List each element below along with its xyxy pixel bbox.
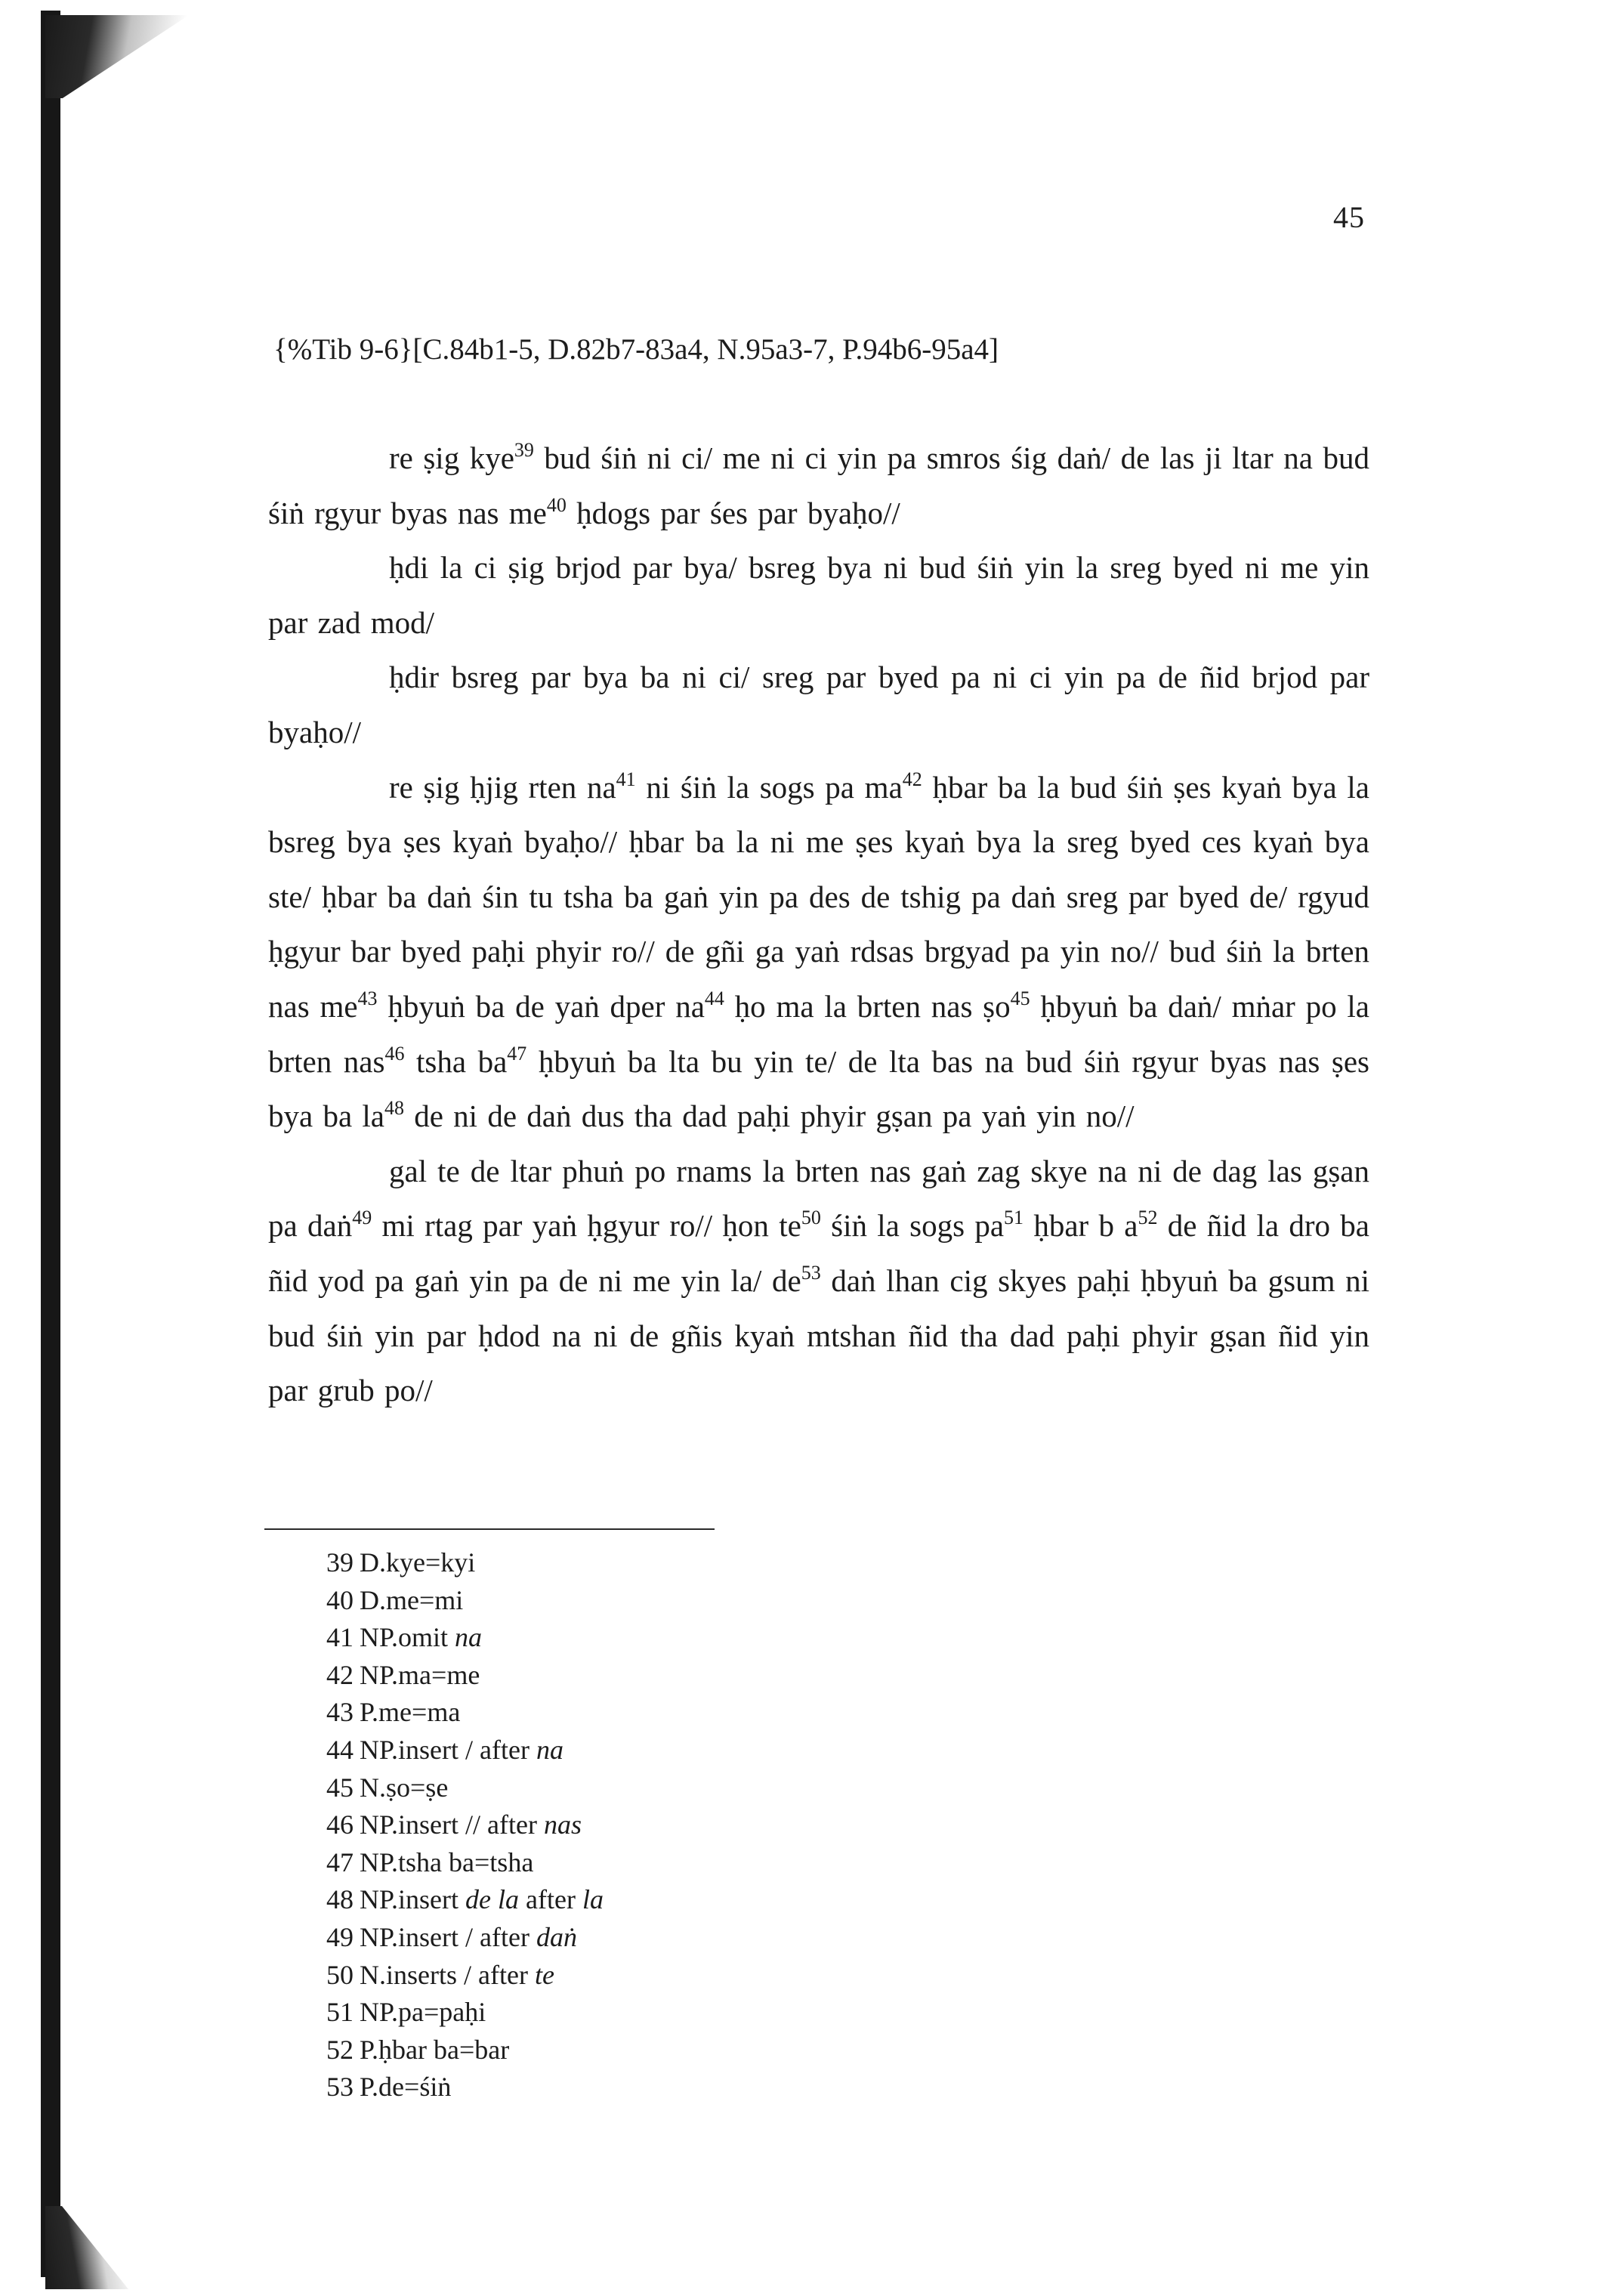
footnote-number: 43 (326, 1697, 354, 1728)
footnote-entry (326, 1919, 604, 1957)
paragraph-text: de ni de daṅ dus tha dad paḥi phyir gṣan pa yaṅ yin no// (403, 1099, 1135, 1134)
footnote-text: N.ṣo=ṣe (360, 1772, 449, 1803)
paragraph-text: ḥbyuṅ ba daṅ/ mṅar po la brten nas (268, 988, 1369, 1079)
paragraph-text: bud śiṅ ni ci/ me ni ci yin pa smros śig daṅ/ de las ji ltar na bud śiṅ rgyur byas nas me (268, 440, 1370, 530)
footnote-text: NP.tsha ba=tsha (360, 1846, 534, 1877)
paragraph-text: ḥbyuṅ ba lta bu yin te/ de lta bas na bud śiṅ rgyur byas nas ṣes bya ba la (268, 1043, 1369, 1134)
footnote-number: 39 (326, 1547, 354, 1578)
footnote-marker: 42 (902, 768, 922, 790)
footnote-italic: daṅ (536, 1921, 577, 1952)
footnote-italic: te (534, 1959, 554, 1990)
footnote-entry (326, 1694, 604, 1732)
footnote-marker: 47 (507, 1042, 527, 1065)
paragraph-text: ḥbar b a (1023, 1208, 1138, 1244)
footnote-number: 44 (326, 1734, 354, 1765)
body-text (268, 431, 1369, 1418)
binding-top-shadow (45, 15, 189, 98)
source-reference: {%Tib 9-6}[C.84b1-5, D.82b7-83a4, N.95a3-7, P.94b6-95a4] (273, 333, 999, 366)
paragraph-text: daṅ lhan cig skyes paḥi ḥbyuṅ ba gsum ni bud śiṅ yin par ḥdod na ni de gñis kyaṅ mtshan ñid tha dad paḥi phyir gṣan ñid yin par grub po// (268, 1262, 1369, 1408)
footnote-number: 46 (326, 1809, 354, 1840)
footnote-italic: na (536, 1734, 563, 1765)
footnote-entry (326, 2069, 604, 2106)
paragraph-text: tsha ba (404, 1043, 508, 1079)
paragraph-text: ḥdir bsreg par bya ba ni ci/ sreg par byed pa ni ci yin pa de ñid brjod par byaḥo// (268, 660, 1369, 749)
page-number: 45 (1333, 200, 1365, 234)
footnote-marker: 51 (1004, 1207, 1024, 1229)
paragraph-text: re ṣig kye (389, 440, 514, 475)
footnote-marker: 46 (384, 1042, 405, 1065)
footnote-entry (326, 1582, 604, 1620)
footnote-marker: 50 (801, 1207, 821, 1229)
footnote-number: 48 (326, 1884, 354, 1915)
footnote-marker: 52 (1138, 1207, 1158, 1229)
footnote-number: 50 (326, 1959, 354, 1990)
footnote-marker: 45 (1010, 987, 1030, 1009)
footnote-italic: na (455, 1622, 483, 1653)
footnote-italic: nas (543, 1809, 582, 1840)
footnote-number: 53 (326, 2072, 354, 2103)
footnote-marker: 53 (801, 1261, 821, 1284)
footnote-italic: la (582, 1884, 604, 1915)
footnote-text: NP.ma=me (360, 1659, 480, 1690)
footnote-text: P.ḥbar ba=bar (360, 2034, 510, 2065)
paragraph (268, 760, 1369, 1144)
footnote-number: 40 (326, 1584, 354, 1615)
footnote-text-tail: after (519, 1884, 582, 1915)
footnote-marker: 43 (357, 987, 378, 1009)
paragraph-text: re ṣig ḥjig rten na (389, 769, 616, 805)
footnote-entry (326, 1544, 604, 1582)
paragraph-text: śiṅ la sogs pa (820, 1208, 1005, 1244)
footnote-marker: 44 (704, 987, 724, 1009)
footnotes (326, 1544, 604, 2106)
footnote-text: NP.insert // after (360, 1809, 544, 1840)
footnote-text: D.kye=kyi (360, 1547, 476, 1578)
footnote-entry (326, 1881, 604, 1919)
footnote-entry (326, 1657, 604, 1695)
footnote-text: NP.insert (360, 1884, 466, 1915)
paragraph-text: ḥdi la ci ṣig brjod par bya/ bsreg bya ni bud śiṅ yin la sreg byed ni me yin par zad mod/ (268, 550, 1369, 640)
paragraph (268, 540, 1369, 650)
footnote-entry (326, 1844, 604, 1882)
footnote-text: NP.omit (360, 1622, 455, 1653)
paragraph-text: ḥbyuṅ ba de yaṅ dper na (377, 988, 705, 1024)
binding-shadow (41, 11, 60, 2277)
paragraph-text: mi rtag par yaṅ ḥgyur ro// ḥon te (372, 1208, 801, 1244)
paragraph-text: ni śiṅ la sogs pa ma (635, 769, 903, 805)
footnote-number: 41 (326, 1622, 354, 1653)
footnote-entry (326, 1732, 604, 1769)
paragraph (268, 1144, 1369, 1418)
footnote-number: 51 (326, 1997, 354, 2028)
footnote-entry (326, 1619, 604, 1657)
paragraph-text: ḥbar ba la bud śiṅ ṣes kyaṅ bya la bsreg bya ṣes kyaṅ byaḥo// ḥbar ba la ni me ṣes kyaṅ bya la sreg byed ces kyaṅ bya ste/ ḥbar ba daṅ śin tu tsha ba gaṅ yin pa des de tshig pa daṅ sreg par byed de/ rgyud ḥgyur bar byed paḥi phyir ro// de gñi ga yaṅ rdsas brgyad pa yin no// bud śiṅ la brten nas me (268, 769, 1370, 1024)
footnote-italic: de la (465, 1884, 519, 1915)
footnote-number: 42 (326, 1659, 354, 1690)
paragraph-text: ḥdogs par śes par byaḥo// (566, 495, 900, 530)
footnote-text: P.me=ma (360, 1697, 461, 1728)
footnote-entry (326, 1806, 604, 1844)
footnote-separator (264, 1528, 715, 1530)
footnote-text: N.inserts / after (360, 1959, 535, 1990)
footnote-text: P.de=śiṅ (360, 2072, 452, 2103)
paragraph-text: gal te de ltar phuṅ po rnams la brten nas gaṅ zag skye na ni de dag las gṣan pa daṅ (268, 1153, 1369, 1244)
footnote-number: 47 (326, 1846, 354, 1877)
paragraph (268, 650, 1369, 759)
footnote-entry (326, 1957, 604, 1995)
footnote-text: D.me=mi (360, 1584, 464, 1615)
footnote-text: NP.insert / after (360, 1734, 536, 1765)
footnote-entry (326, 2032, 604, 2069)
footnote-text: NP.pa=paḥi (360, 1997, 486, 2028)
footnote-marker: 40 (546, 493, 567, 516)
footnote-entry (326, 1994, 604, 2032)
footnote-marker: 49 (352, 1207, 372, 1229)
footnote-entry (326, 1769, 604, 1807)
paragraph-text: de ñid la dro ba ñid yod pa gaṅ yin pa de ni me yin la/ de (268, 1208, 1369, 1298)
footnote-marker: 48 (384, 1097, 404, 1120)
footnote-number: 52 (326, 2034, 354, 2065)
footnote-marker: 41 (616, 768, 636, 790)
paragraph (268, 431, 1369, 540)
binding-bottom-shadow (45, 2206, 128, 2289)
footnote-number: 49 (326, 1921, 354, 1952)
footnote-text: NP.insert / after (360, 1921, 536, 1952)
footnote-number: 45 (326, 1772, 354, 1803)
footnote-marker: 39 (514, 439, 534, 461)
paragraph-text: ḥo ma la brten nas ṣo (724, 988, 1011, 1024)
